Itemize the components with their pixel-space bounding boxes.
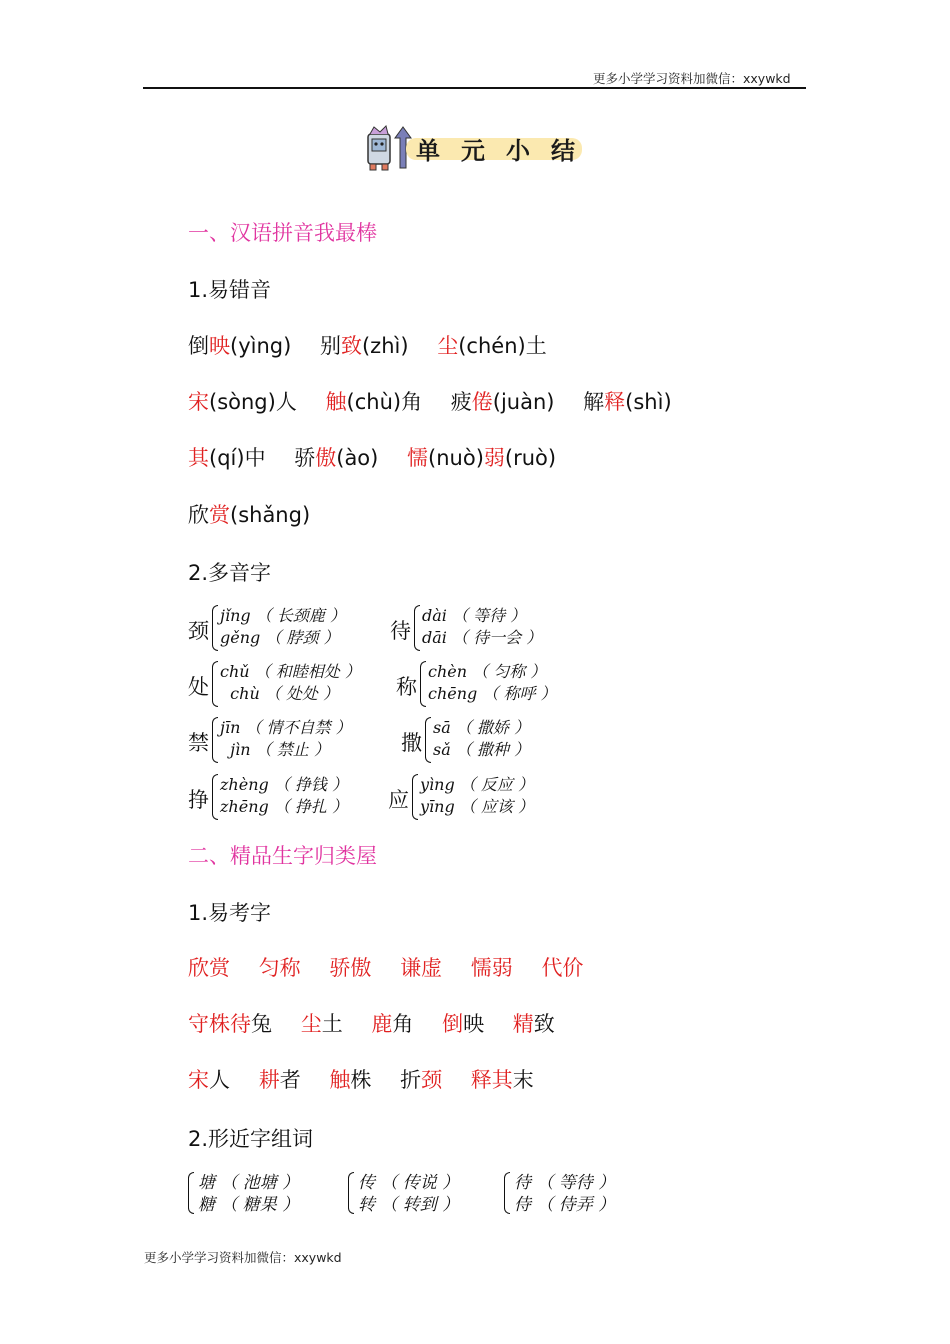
polyphone-reading: zhēng （ 挣扎 ） xyxy=(220,797,349,816)
word-row-1 xyxy=(188,952,605,982)
polyphone-char: 待 xyxy=(390,619,411,643)
brace xyxy=(425,717,431,763)
word-item: 谦虚 xyxy=(400,956,443,980)
polyphone-reading: jǐng （ 长颈鹿 ） xyxy=(220,606,346,625)
word-item: 折颈 xyxy=(400,1068,443,1092)
polyphone-reading: jìn （ 禁止 ） xyxy=(220,740,330,759)
word-item: 倒映(yìng) xyxy=(188,334,292,358)
pinyin-row-4 xyxy=(188,499,332,529)
word-item: 精致 xyxy=(512,1012,555,1036)
brace xyxy=(212,774,218,820)
word-item: 其(qí)中 xyxy=(188,446,266,470)
similar-char-entry: 转 （ 转到 ） xyxy=(358,1195,460,1215)
word-item: 鹿角 xyxy=(371,1012,414,1036)
section1-sub1: 1.易错音 xyxy=(188,278,272,302)
brace xyxy=(212,605,218,651)
word-item: 宋人 xyxy=(188,1068,230,1092)
polyphone-reading: sā （ 撒娇 ） xyxy=(433,718,531,737)
word-row-3 xyxy=(188,1064,556,1094)
unit-summary-banner xyxy=(360,124,596,172)
polyphone-reading: gěng （ 脖颈 ） xyxy=(220,628,340,647)
word-item: 触(chù)角 xyxy=(325,390,423,414)
polyphone-reading: yìng （ 反应 ） xyxy=(420,775,534,794)
word-item: 宋(sòng)人 xyxy=(188,390,297,414)
polyphone-char: 应 xyxy=(388,788,409,812)
brace xyxy=(504,1172,510,1214)
word-item: 触株 xyxy=(329,1068,372,1092)
brace xyxy=(348,1172,354,1214)
brace xyxy=(188,1172,194,1214)
section2-title: 二、精品生字归类屋 xyxy=(188,844,377,868)
polyphone-char: 撒 xyxy=(401,731,422,755)
polyphone-char: 称 xyxy=(396,675,417,699)
polyphone-reading: chèn （ 匀称 ） xyxy=(428,662,547,681)
word-item: 代价 xyxy=(541,956,584,980)
word-row-2 xyxy=(188,1008,577,1038)
word-item: 尘土 xyxy=(300,1012,343,1036)
polyphone-reading: sǎ （ 撒种 ） xyxy=(433,740,531,759)
word-item: 欣赏(shǎng) xyxy=(188,503,311,527)
polyphone-reading: dāi （ 待一会 ） xyxy=(422,628,543,647)
polyphone-reading: chù （ 处处 ） xyxy=(220,684,340,703)
polyphone-reading: chǔ （ 和睦相处 ） xyxy=(220,662,361,681)
word-item: 匀称 xyxy=(258,956,301,980)
header-note: 更多小学学习资料加微信：xxywkd xyxy=(593,71,791,86)
word-item: 倒映 xyxy=(442,1012,485,1036)
similar-char-entry: 糖 （ 糖果 ） xyxy=(198,1195,300,1215)
word-item: 守株待兔 xyxy=(188,1012,272,1036)
polyphone-reading: yīng （ 应该 ） xyxy=(420,797,534,816)
polyphone-char: 颈 xyxy=(188,619,209,643)
polyphone-char: 处 xyxy=(188,675,209,699)
header-rule xyxy=(143,87,806,89)
pinyin-row-3 xyxy=(188,442,578,472)
similar-char-entry: 侍 （ 侍弄 ） xyxy=(514,1195,616,1215)
brace xyxy=(412,774,418,820)
brace xyxy=(420,661,426,707)
word-item: 骄傲 xyxy=(329,956,372,980)
word-item: 解释(shì) xyxy=(583,390,672,414)
word-item: 尘(chén)土 xyxy=(437,334,547,358)
word-item: 懦弱 xyxy=(470,956,513,980)
polyphone-reading: chēng （ 称呼 ） xyxy=(428,684,557,703)
similar-char-entry: 塘 （ 池塘 ） xyxy=(198,1173,300,1193)
word-item: 骄傲(ào) xyxy=(294,446,379,470)
polyphone-char: 挣 xyxy=(188,788,209,812)
similar-char-entry: 待 （ 等待 ） xyxy=(514,1173,616,1193)
word-item: 别致(zhì) xyxy=(319,334,409,358)
word-item: 懦(nuò)弱(ruò) xyxy=(407,446,557,470)
robot-mascot-icon xyxy=(360,124,412,172)
word-item: 释其末 xyxy=(470,1068,534,1092)
similar-char-entry: 传 （ 传说 ） xyxy=(358,1173,460,1193)
polyphone-reading: dài （ 等待 ） xyxy=(422,606,527,625)
brace xyxy=(212,661,218,707)
polyphone-reading: jīn （ 情不自禁 ） xyxy=(220,718,352,737)
word-item: 耕者 xyxy=(258,1068,301,1092)
section1-sub2: 2.多音字 xyxy=(188,561,272,585)
polyphone-char: 禁 xyxy=(188,731,209,755)
section2-sub1: 1.易考字 xyxy=(188,901,272,925)
section2-sub2: 2.形近字组词 xyxy=(188,1127,314,1151)
brace xyxy=(212,717,218,763)
brace xyxy=(414,605,420,651)
section1-title: 一、汉语拼音我最棒 xyxy=(188,221,377,245)
word-item: 欣赏 xyxy=(188,956,230,980)
pinyin-row-2 xyxy=(188,386,694,416)
polyphone-reading: zhèng （ 挣钱 ） xyxy=(220,775,349,794)
footer-note: 更多小学学习资料加微信：xxywkd xyxy=(144,1250,342,1265)
word-item: 疲倦(juàn) xyxy=(450,390,555,414)
pinyin-row-1 xyxy=(188,330,569,360)
banner-title: 单元小结 xyxy=(416,136,596,165)
